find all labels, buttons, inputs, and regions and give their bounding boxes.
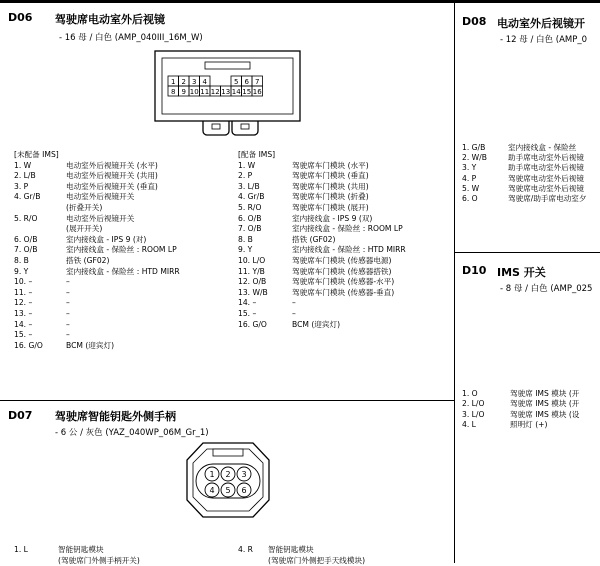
pin-number: 15. – — [238, 308, 257, 318]
pin-cell-label: 2 — [225, 470, 231, 479]
pin-number: 1. W — [14, 160, 32, 170]
pin-number: 3. P — [14, 181, 29, 191]
pin-number: 3. Y — [462, 163, 477, 173]
list-item — [238, 182, 406, 193]
pin-number: 5. W — [462, 183, 480, 193]
pin-cell-label: 5 — [234, 77, 239, 86]
pin-number: 4. Gr/B — [238, 192, 265, 202]
pin-cell-label: 6 — [241, 486, 247, 495]
pin-description: 驾驶席 IMS 模块 (设 — [510, 409, 580, 419]
list-item — [462, 143, 587, 153]
list-item — [14, 267, 180, 278]
pin-description: – — [66, 330, 70, 340]
pin-number: 7. O/B — [14, 245, 38, 255]
list-item — [462, 389, 579, 399]
list-item — [14, 171, 180, 182]
pin-number — [14, 203, 66, 214]
pin-description: 室内接线盒 - 保险丝 : HTD MIRR — [66, 266, 180, 276]
d07-code: D07 — [8, 409, 33, 422]
pin-description: 驾驶席车门模块 (传感器电源) — [292, 255, 392, 265]
pin-number: 9. Y — [238, 245, 253, 255]
d06-connector-diagram — [140, 48, 315, 138]
list-item — [238, 320, 406, 331]
pin-description: (展开开关) — [66, 224, 103, 234]
pin-description: 助手席电动室外后视镜 — [508, 163, 584, 173]
list-item — [238, 556, 365, 566]
d10-pin-list — [462, 389, 579, 431]
pin-number: 6. O/B — [238, 213, 262, 223]
list-item — [238, 545, 365, 556]
pin-description: 搭铁 (GF02) — [66, 255, 110, 265]
pin-number: 8. B — [238, 234, 253, 244]
list-item — [14, 330, 180, 341]
pin-description: 驾驶席车门模块 (折叠) — [292, 192, 369, 202]
list-item — [462, 194, 587, 204]
d06-left-header: [未配备 IMS] — [14, 150, 59, 159]
list-item — [238, 203, 406, 214]
pin-description: – — [66, 277, 70, 287]
list-item — [14, 182, 180, 193]
pin-number: 13. – — [14, 308, 33, 318]
pin-description: 驾驶席车门模块 (传感器-垂直) — [292, 287, 395, 297]
list-item — [14, 161, 180, 172]
pin-cell-label: 6 — [244, 77, 249, 86]
pin-description: 室内接线盒 - 保险丝 : HTD MIRR — [292, 245, 406, 255]
pin-number: 16. G/O — [238, 319, 267, 329]
pin-number: 2. P — [238, 171, 253, 181]
pin-number: 1. O — [462, 389, 478, 398]
pin-number: 4. P — [462, 173, 477, 183]
top-rule — [0, 0, 600, 3]
pin-number: 12. O/B — [238, 277, 267, 287]
list-item — [238, 288, 406, 299]
list-item — [238, 298, 406, 309]
list-item — [238, 267, 406, 278]
pin-number: 14. – — [14, 319, 33, 329]
pin-description: 室内接线盒 - 保险丝 : ROOM LP — [292, 224, 403, 234]
pin-description: – — [66, 308, 70, 318]
section-divider-d10 — [455, 252, 600, 253]
pin-description: – — [292, 298, 296, 308]
pin-cell-label: 8 — [171, 87, 176, 96]
pin-number: 9. Y — [14, 266, 29, 276]
pin-number: 1. W — [238, 160, 256, 170]
d10-title: IMS 开关 — [497, 266, 546, 279]
list-item — [14, 288, 180, 299]
list-item — [462, 420, 579, 430]
pin-cell-label: 9 — [181, 87, 186, 96]
pin-description: – — [66, 319, 70, 329]
list-item — [14, 309, 180, 320]
pin-description: 室内接线盒 - IPS 9 (对) — [66, 234, 147, 244]
list-item — [238, 245, 406, 256]
pin-description-cont: (驾驶席门外侧把手天线模块) — [268, 555, 366, 565]
pin-cell-label: 3 — [192, 77, 197, 86]
pin-number: 5. R/O — [14, 213, 38, 223]
pin-cell-label: 2 — [181, 77, 186, 86]
pin-number: 8. B — [14, 255, 29, 265]
d08-subtitle: - 12 母 / 白色 (AMP_0 — [500, 35, 588, 45]
list-item — [14, 245, 180, 256]
pin-number: 13. W/B — [238, 287, 268, 297]
pin-description: – — [292, 308, 296, 318]
pin-description: 驾驶席车门模块 (共用) — [292, 181, 369, 191]
pin-cell-label: 3 — [241, 470, 247, 479]
pin-description: 驾驶席车门模块 (传感器搭铁) — [292, 266, 392, 276]
pin-cell-label: 10 — [189, 87, 199, 96]
pin-cell-label: 4 — [209, 486, 215, 495]
pin-number: 6. O — [462, 194, 478, 204]
list-item — [462, 410, 579, 420]
list-item — [14, 256, 180, 267]
pin-cell-label: 16 — [252, 87, 262, 96]
pin-number: 10. – — [14, 277, 33, 287]
pin-number: 1. G/B — [462, 143, 486, 152]
pin-cell-label: 15 — [242, 87, 252, 96]
pin-description: – — [66, 287, 70, 297]
pin-description: 室内接线盒 - 保险丝 : ROOM LP — [66, 245, 177, 255]
pin-description: 电动室外后视镜开关 — [66, 213, 135, 223]
pin-description: 驾驶席车门模块 (展开) — [292, 202, 369, 212]
pin-cell-label: 1 — [171, 77, 176, 86]
list-item — [462, 184, 587, 194]
pin-description: 搭铁 (GF02) — [292, 234, 336, 244]
d06-right-header: [配备 IMS] — [238, 150, 276, 159]
pin-number — [14, 224, 66, 235]
pin-description: 驾驶席 IMS 模块 (开 — [510, 389, 580, 398]
list-item — [238, 171, 406, 182]
pin-cell-label: 14 — [231, 87, 241, 96]
list-item — [14, 192, 180, 203]
pin-number: 12. – — [14, 298, 33, 308]
pin-number: 4. R — [238, 545, 253, 554]
d10-subtitle: - 8 母 / 白色 (AMP_025 — [500, 284, 593, 294]
pin-number: 1. L — [14, 545, 28, 554]
pin-description: 室内接线盒 - IPS 9 (双) — [292, 213, 373, 223]
d07-connector-diagram — [183, 440, 273, 520]
pin-number: 7. O/B — [238, 224, 262, 234]
pin-number: 11. – — [14, 287, 33, 297]
pin-description: 驾驶席/助手席电动室夕 — [508, 194, 587, 204]
list-item — [238, 192, 406, 203]
section-divider-d07 — [0, 400, 454, 401]
list-item — [14, 214, 180, 225]
pin-number: 4. Gr/B — [14, 192, 41, 202]
list-item — [14, 341, 180, 352]
pin-description-cont: (驾驶席门外侧手柄开关) — [58, 555, 140, 565]
d06-title: 驾驶席电动室外后视镜 — [55, 13, 165, 26]
pin-cell-label: 1 — [209, 470, 215, 479]
list-item — [14, 235, 180, 246]
d10-code: D10 — [462, 264, 487, 277]
pin-description: 智能钥匙模块 — [268, 545, 314, 554]
list-item — [14, 277, 180, 288]
list-item — [14, 298, 180, 309]
d08-title: 电动室外后视镜开 — [497, 17, 585, 30]
list-item — [238, 235, 406, 246]
d08-code: D08 — [462, 15, 487, 28]
pin-number: 2. W/B — [462, 153, 487, 163]
list-item — [462, 153, 587, 163]
pin-description: BCM (迎宾灯) — [66, 340, 115, 350]
pin-description: (折叠开关) — [66, 202, 103, 212]
d06-code: D06 — [8, 11, 33, 24]
pin-description: 助手席电动室外后视镜 — [508, 153, 584, 163]
d07-subtitle: - 6 公 / 灰色 (YAZ_040WP_06M_Gr_1) — [55, 428, 209, 438]
pin-description: – — [66, 298, 70, 308]
list-item — [462, 399, 579, 409]
pin-description: 电动室外后视镜开关 (垂直) — [66, 181, 158, 191]
pin-number: 5. R/O — [238, 202, 262, 212]
pin-description: 电动室外后视镜开关 (水平) — [66, 160, 158, 170]
pin-number: 3. L/B — [238, 181, 260, 191]
pin-number: 4. L — [462, 420, 476, 430]
pin-number: 6. O/B — [14, 234, 38, 244]
list-item — [238, 224, 406, 235]
pin-cell-label: 5 — [225, 486, 231, 495]
pin-cell-label: 12 — [210, 87, 220, 96]
pin-description: 驾驶席电动室外后视镜 — [508, 173, 584, 183]
column-divider — [454, 3, 455, 563]
pin-cell-label: 7 — [255, 77, 260, 86]
list-item — [14, 320, 180, 331]
pin-cell-label: 4 — [202, 77, 207, 86]
d06-subtitle: - 16 母 / 白色 (AMP_040III_16M_W) — [59, 33, 203, 43]
pin-description: 电动室外后视镜开关 — [66, 192, 135, 202]
list-item — [462, 163, 587, 173]
d08-pin-list — [462, 143, 587, 204]
pin-description: 驾驶席电动室外后视镜 — [508, 183, 584, 193]
pin-number: 15. – — [14, 330, 33, 340]
list-item — [14, 556, 140, 566]
list-item — [14, 203, 180, 214]
pin-description: 驾驶席车门模块 (垂直) — [292, 171, 369, 181]
pin-number: 11. Y/B — [238, 266, 265, 276]
pin-description: 照明灯 (+) — [510, 420, 548, 430]
pin-description: 电动室外后视镜开关 (共用) — [66, 171, 158, 181]
d06-right-pin-list — [238, 150, 406, 330]
pin-number: 3. L/O — [462, 409, 485, 419]
pin-cell-label: 13 — [221, 87, 231, 96]
pin-description: 驾驶席 IMS 模块 (开 — [510, 399, 580, 409]
list-item — [238, 214, 406, 225]
list-item — [14, 224, 180, 235]
pin-number: 14. – — [238, 298, 257, 308]
pin-number: 2. L/O — [462, 399, 485, 409]
list-item — [238, 161, 406, 172]
pin-number: 10. L/O — [238, 255, 266, 265]
d07-title: 驾驶席智能钥匙外侧手柄 — [55, 410, 176, 423]
list-item — [238, 256, 406, 267]
pin-description: 驾驶席车门模块 (传感器-水平) — [292, 277, 395, 287]
pin-cell-label: 11 — [200, 87, 210, 96]
pin-number: 16. G/O — [14, 340, 43, 350]
list-item — [238, 277, 406, 288]
pin-description: 驾驶席车门模块 (水平) — [292, 160, 369, 170]
pin-description: 智能钥匙模块 — [58, 545, 104, 554]
pin-description: 室内接线盒 - 保险丝 — [508, 143, 577, 152]
list-item — [462, 174, 587, 184]
d06-left-pin-list — [14, 150, 180, 351]
pin-description: BCM (迎宾灯) — [292, 319, 341, 329]
list-item — [238, 309, 406, 320]
pin-number: 2. L/B — [14, 171, 36, 181]
list-item — [14, 545, 140, 556]
